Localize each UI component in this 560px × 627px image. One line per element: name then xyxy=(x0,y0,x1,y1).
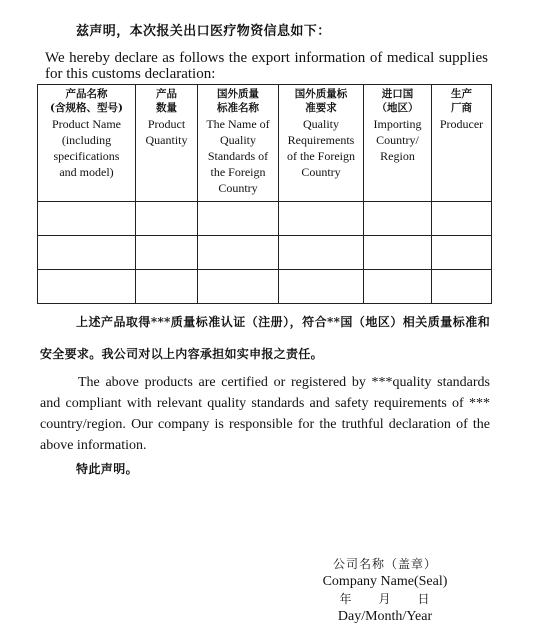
header-en-label: Quality Requirements of the Foreign Country xyxy=(287,117,355,179)
table-cell xyxy=(198,236,279,270)
table-cell xyxy=(38,236,136,270)
header-product-quantity xyxy=(136,85,198,202)
header-en-label: The Name of Quality Standards of the Foreign Country xyxy=(206,117,270,195)
header-en-label: Importing Country/ Region xyxy=(373,117,422,163)
header-cn-label: 产品 数量 xyxy=(156,88,177,114)
table-cell xyxy=(136,270,198,304)
table-cell xyxy=(38,202,136,236)
signature-block xyxy=(310,555,460,625)
date-label-en: Day/Month/Year xyxy=(337,609,433,624)
header-producer xyxy=(432,85,492,202)
table-cell xyxy=(432,202,492,236)
compliance-statement-en: The above products are certified or registered by ***quality standards and compliant with relevant quality standards and safety requirements of *** country/region. Our company is responsible for the truthful declaration of the above information. xyxy=(40,375,490,453)
table-row xyxy=(38,270,492,304)
header-cn-label: 进口国 （地区） xyxy=(376,88,419,114)
table-cell xyxy=(279,236,364,270)
table-cell xyxy=(198,270,279,304)
date-label-cn: 年 月 日 xyxy=(339,592,431,606)
compliance-statement-cn: 上述产品取得***质量标准认证（注册），符合**国（地区）相关质量标准和安全要求。我公司对以上内容承担如实申报之责任。 xyxy=(40,315,490,361)
table-row xyxy=(38,202,492,236)
table-cell xyxy=(364,270,432,304)
company-name-label-cn: 公司名称（盖章） xyxy=(332,557,437,571)
header-cn-label: 产品名称 (含规格、型号) xyxy=(50,88,123,114)
company-name-label-en: Company Name(Seal) xyxy=(322,574,448,589)
table-cell xyxy=(279,270,364,304)
table-row xyxy=(38,236,492,270)
table-cell xyxy=(364,202,432,236)
header-cn-label: 生产 厂商 xyxy=(451,88,472,114)
table-cell xyxy=(136,236,198,270)
header-en-label: Product Quantity xyxy=(145,117,188,147)
header-importing-country xyxy=(364,85,432,202)
declaration-heading-cn: 兹声明，本次报关出口医疗物资信息如下： xyxy=(76,24,331,39)
declaration-intro-en: We hereby declare as follows the export information of medical supplies for this customs declaration: xyxy=(45,50,488,82)
table-cell xyxy=(38,270,136,304)
table-cell xyxy=(136,202,198,236)
medical-supplies-table xyxy=(37,84,492,304)
header-quality-standard-name xyxy=(198,85,279,202)
header-cn-label: 国外质量 标准名称 xyxy=(217,88,259,114)
declaration-closing-cn: 特此声明。 xyxy=(76,462,139,476)
table-cell xyxy=(279,202,364,236)
table-header-row xyxy=(38,85,492,202)
table-cell xyxy=(364,236,432,270)
header-product-name xyxy=(38,85,136,202)
header-en-label: Product Name (including specifications and model) xyxy=(52,117,121,179)
table-cell xyxy=(198,202,279,236)
table-cell xyxy=(432,270,492,304)
header-cn-label: 国外质量标 准要求 xyxy=(294,88,348,114)
header-en-label: Producer xyxy=(439,117,484,131)
table-cell xyxy=(432,236,492,270)
header-quality-requirements xyxy=(279,85,364,202)
